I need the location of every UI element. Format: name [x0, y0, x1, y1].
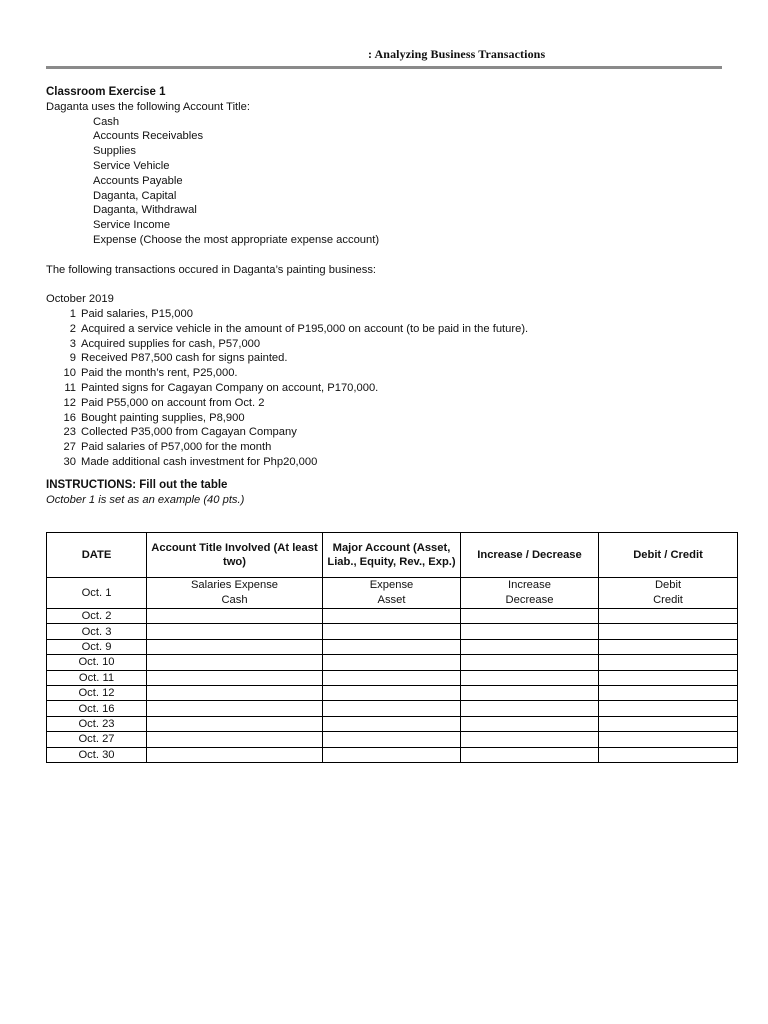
increase-decrease-cell[interactable] — [461, 655, 599, 670]
account-title-cell[interactable] — [147, 655, 323, 670]
transaction-text: Painted signs for Cagayan Company on account, P170,000. — [81, 381, 379, 394]
account-item: Cash — [93, 115, 120, 128]
table-row — [47, 701, 738, 716]
transaction-day: 23 — [63, 426, 76, 439]
account-item: Service Vehicle — [93, 159, 170, 172]
transaction-day: 11 — [64, 381, 76, 394]
date-cell: Oct. 30 — [47, 747, 147, 762]
date-cell: Oct. 12 — [47, 685, 147, 700]
debit-credit-cell[interactable] — [599, 732, 738, 747]
transaction-text: Paid salaries, P15,000 — [81, 307, 193, 320]
date-cell: Oct. 9 — [47, 639, 147, 654]
transaction-text: Paid salaries of P57,000 for the month — [81, 441, 272, 454]
transactions-intro: The following transactions occured in Daganta’s painting business: — [46, 263, 377, 276]
increase-decrease-cell[interactable] — [461, 732, 599, 747]
date-cell: Oct. 3 — [47, 624, 147, 639]
transaction-item — [46, 337, 736, 352]
account-title-cell[interactable] — [147, 716, 323, 731]
date-cell: Oct. 27 — [47, 732, 147, 747]
account-title-cell[interactable] — [147, 609, 323, 624]
major-account-cell[interactable] — [323, 701, 461, 716]
exercise-content — [46, 85, 736, 507]
debit-credit-cell[interactable] — [599, 701, 738, 716]
increase-decrease-cell[interactable] — [461, 747, 599, 762]
debit-credit-cell[interactable] — [599, 747, 738, 762]
debit-credit-line: Debit — [654, 579, 682, 591]
exercise-title: Classroom Exercise 1 — [46, 86, 166, 98]
transaction-day: 16 — [63, 411, 76, 424]
column-header-debit-credit: Debit / Credit — [599, 533, 738, 578]
major-account-cell[interactable] — [323, 732, 461, 747]
account-item: Expense (Choose the most appropriate expense account) — [93, 233, 380, 246]
account-title-cell[interactable] — [147, 747, 323, 762]
transaction-day: 1 — [69, 307, 76, 320]
debit-credit-line: Credit — [653, 594, 683, 606]
column-header-account-title: Account Title Involved (At least two) — [147, 533, 323, 578]
date-cell: Oct. 23 — [47, 716, 147, 731]
column-header-increase-decrease: Increase / Decrease — [461, 533, 599, 578]
increase-decrease-line: Increase — [508, 579, 551, 591]
table-row — [47, 655, 738, 670]
account-title-line: Cash — [221, 594, 248, 606]
account-title-cell — [147, 578, 323, 609]
table-row — [47, 716, 738, 731]
transaction-item — [46, 440, 736, 455]
transaction-item — [46, 396, 736, 411]
debit-credit-cell[interactable] — [599, 609, 738, 624]
transaction-text: Acquired a service vehicle in the amount of P195,000 on account (to be paid in the future). — [81, 322, 529, 335]
transaction-item — [46, 425, 736, 440]
increase-decrease-line: Decrease — [505, 594, 554, 606]
increase-decrease-cell[interactable] — [461, 639, 599, 654]
transaction-day: 9 — [69, 352, 76, 365]
account-item: Accounts Receivables — [93, 130, 204, 143]
date-cell: Oct. 11 — [47, 670, 147, 685]
table-row — [47, 639, 738, 654]
column-header-date: DATE — [47, 533, 147, 578]
debit-credit-cell[interactable] — [599, 685, 738, 700]
account-item: Service Income — [93, 219, 171, 232]
transaction-item — [46, 366, 736, 381]
account-title-line: Salaries Expense — [190, 579, 279, 591]
account-title-cell[interactable] — [147, 624, 323, 639]
debit-credit-cell[interactable] — [599, 716, 738, 731]
increase-decrease-cell — [461, 578, 599, 609]
increase-decrease-cell[interactable] — [461, 685, 599, 700]
example-row — [47, 578, 738, 609]
increase-decrease-cell[interactable] — [461, 624, 599, 639]
debit-credit-cell[interactable] — [599, 655, 738, 670]
transaction-analysis-table — [46, 532, 738, 763]
transaction-item — [46, 322, 736, 337]
table-row — [47, 670, 738, 685]
date-cell: Oct. 1 — [47, 578, 147, 609]
date-cell: Oct. 16 — [47, 701, 147, 716]
transaction-text: Made additional cash investment for Php20,000 — [81, 455, 318, 468]
header-rule — [46, 66, 722, 69]
table-row — [47, 685, 738, 700]
major-account-cell[interactable] — [323, 670, 461, 685]
transaction-text: Collected P35,000 from Cagayan Company — [81, 426, 297, 439]
page-header-title: : Analyzing Business Transactions — [368, 47, 546, 61]
table-row — [47, 732, 738, 747]
account-list — [46, 115, 736, 248]
increase-decrease-cell[interactable] — [461, 701, 599, 716]
transaction-day: 3 — [69, 337, 76, 350]
column-header-major-account: Major Account (Asset, Liab., Equity, Rev., Exp.) — [323, 533, 461, 578]
instructions-note: October 1 is set as an example (40 pts.) — [46, 493, 245, 506]
transaction-text: Paid the month’s rent, P25,000. — [81, 367, 238, 380]
transaction-day: 27 — [63, 441, 76, 454]
major-account-line: Expense — [369, 579, 414, 591]
transaction-text: Received P87,500 cash for signs painted. — [81, 352, 288, 365]
major-account-cell[interactable] — [323, 639, 461, 654]
transaction-item — [46, 455, 736, 470]
increase-decrease-cell[interactable] — [461, 670, 599, 685]
table-row — [47, 747, 738, 762]
major-account-cell[interactable] — [323, 655, 461, 670]
debit-credit-cell[interactable] — [599, 670, 738, 685]
increase-decrease-cell[interactable] — [461, 716, 599, 731]
major-account-cell[interactable] — [323, 747, 461, 762]
transaction-day: 10 — [63, 367, 76, 380]
instructions-title: INSTRUCTIONS: Fill out the table — [46, 478, 228, 491]
account-title-cell[interactable] — [147, 732, 323, 747]
transaction-item — [46, 411, 736, 426]
transaction-day: 30 — [63, 455, 76, 468]
increase-decrease-cell[interactable] — [461, 609, 599, 624]
table-row — [47, 624, 738, 639]
debit-credit-cell — [599, 578, 738, 609]
major-account-cell[interactable] — [323, 716, 461, 731]
transaction-item — [46, 381, 736, 396]
account-title-cell[interactable] — [147, 639, 323, 654]
transaction-text: Acquired supplies for cash, P57,000 — [81, 337, 261, 350]
transaction-item — [46, 307, 736, 322]
major-account-cell[interactable] — [323, 609, 461, 624]
date-cell: Oct. 10 — [47, 655, 147, 670]
debit-credit-cell[interactable] — [599, 624, 738, 639]
transaction-text: Paid P55,000 on account from Oct. 2 — [81, 396, 265, 409]
account-title-cell[interactable] — [147, 670, 323, 685]
account-title-cell[interactable] — [147, 685, 323, 700]
transaction-item — [46, 351, 736, 366]
account-item: Accounts Payable — [93, 174, 183, 187]
debit-credit-cell[interactable] — [599, 639, 738, 654]
table-row — [47, 609, 738, 624]
major-account-cell[interactable] — [323, 624, 461, 639]
date-cell: Oct. 2 — [47, 609, 147, 624]
table-header-row — [47, 533, 738, 578]
transaction-day: 12 — [63, 396, 76, 409]
exercise-intro: Daganta uses the following Account Title: — [46, 100, 250, 113]
major-account-line: Asset — [377, 594, 406, 606]
transaction-day: 2 — [69, 322, 76, 335]
account-item: Daganta, Withdrawal — [93, 204, 197, 217]
account-item: Daganta, Capital — [93, 189, 177, 202]
major-account-cell — [323, 578, 461, 609]
transaction-text: Bought painting supplies, P8,900 — [81, 411, 245, 424]
account-item: Supplies — [93, 145, 136, 158]
period-label: October 2019 — [46, 293, 114, 306]
major-account-cell[interactable] — [323, 685, 461, 700]
transaction-list — [46, 307, 736, 470]
account-title-cell[interactable] — [147, 701, 323, 716]
